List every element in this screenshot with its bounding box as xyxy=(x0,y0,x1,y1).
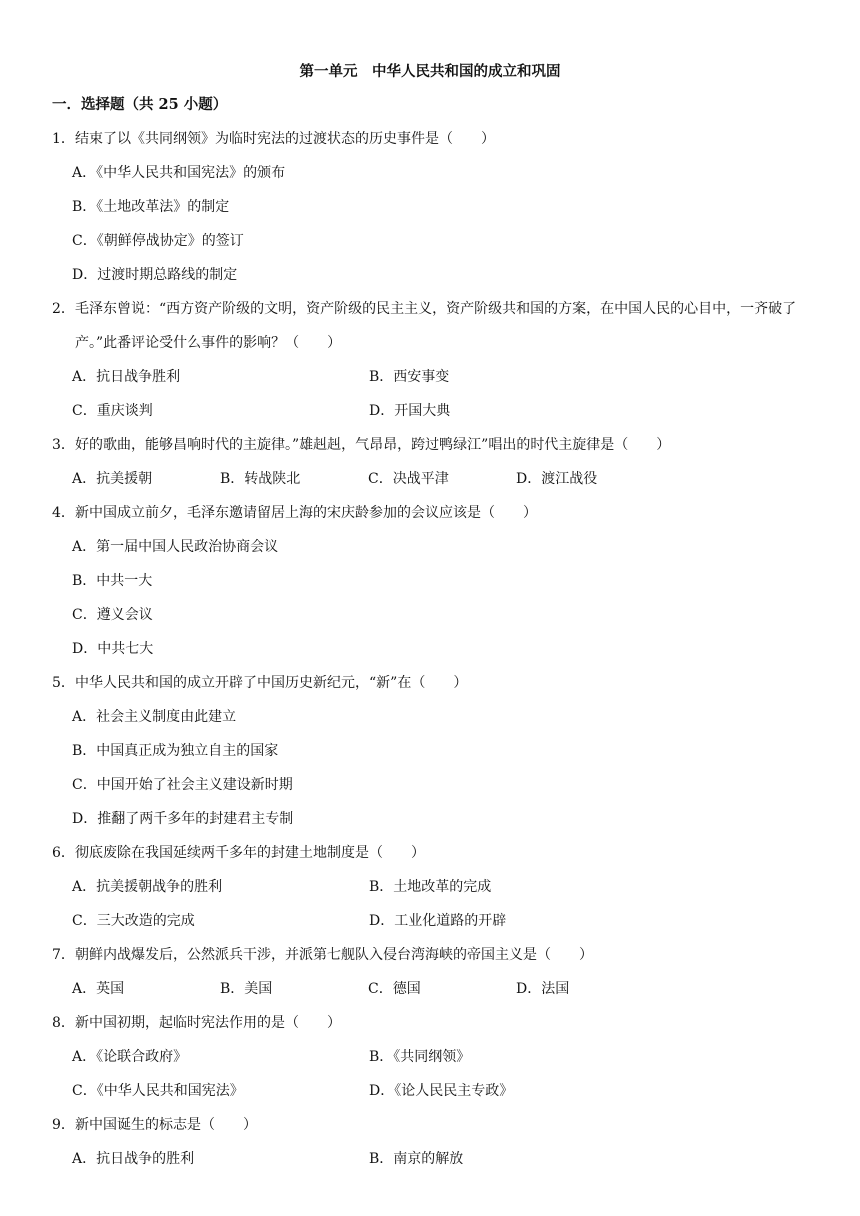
question-stem xyxy=(52,836,816,870)
answer-option: A．第一届中国人民政治协商会议 xyxy=(72,539,279,555)
question-item xyxy=(52,1006,816,1108)
answer-option: B．美国 xyxy=(220,981,273,997)
question-number: 1． xyxy=(52,131,75,147)
option-row xyxy=(72,394,816,428)
option-row xyxy=(72,700,816,734)
answer-option: C．遵义会议 xyxy=(72,607,153,623)
option-list xyxy=(52,1040,816,1108)
option-row xyxy=(72,632,816,666)
option-row xyxy=(72,870,816,904)
option-row xyxy=(72,156,816,190)
option-list xyxy=(52,462,816,496)
question-stem xyxy=(52,1006,816,1040)
answer-option: C．决战平津 xyxy=(368,471,449,487)
question-text: 结束了以《共同纲领》为临时宪法的过渡状态的历史事件是（ ） xyxy=(75,131,495,147)
question-text: 新中国诞生的标志是（ ） xyxy=(75,1117,257,1133)
question-item xyxy=(52,428,816,496)
option-row xyxy=(72,598,816,632)
question-number: 2． xyxy=(52,301,75,317)
option-row xyxy=(72,768,816,802)
answer-option: A．抗日战争胜利 xyxy=(72,369,181,385)
question-text: 好的歌曲，能够昌响时代的主旋律。”雄赳赳，气昂昂，跨过鸭绿江”唱出的时代主旋律是（ ） xyxy=(75,437,671,453)
answer-option: A．英国 xyxy=(72,981,125,997)
answer-option: B．《共同纲领》 xyxy=(369,1049,471,1065)
answer-option: C．《中华人民共和国宪法》 xyxy=(72,1083,244,1099)
question-stem xyxy=(52,666,816,700)
option-row xyxy=(72,1142,816,1176)
question-text: 朝鲜内战爆发后，公然派兵干涉，并派第七舰队入侵台湾海峡的帝国主义是（ ） xyxy=(75,947,593,963)
option-row xyxy=(72,360,816,394)
answer-option: D．工业化道路的开辟 xyxy=(369,913,507,929)
question-stem xyxy=(52,428,816,462)
option-row xyxy=(72,1074,816,1108)
question-stem xyxy=(52,1108,816,1142)
question-item xyxy=(52,938,816,1006)
question-number: 7． xyxy=(52,947,75,963)
option-list xyxy=(52,870,816,938)
option-list xyxy=(52,1142,816,1176)
question-number: 9． xyxy=(52,1117,75,1133)
answer-option: B．土地改革的完成 xyxy=(369,879,492,895)
question-item xyxy=(52,496,816,666)
option-row xyxy=(72,224,816,258)
answer-option: C．《朝鲜停战协定》的签订 xyxy=(72,233,244,249)
answer-option: C．德国 xyxy=(368,981,421,997)
question-number: 3． xyxy=(52,437,75,453)
question-text: 新中国成立前夕，毛泽东邀请留居上海的宋庆龄参加的会议应该是（ ） xyxy=(75,505,537,521)
option-list xyxy=(52,530,816,666)
option-row xyxy=(72,190,816,224)
question-item xyxy=(52,1108,816,1176)
question-text: 中华人民共和国的成立开辟了中国历史新纪元，“新”在（ ） xyxy=(75,675,468,691)
option-row xyxy=(72,530,816,564)
answer-option: D．中共七大 xyxy=(72,641,154,657)
question-text: 毛泽东曾说：“西方资产阶级的文明，资产阶级的民主主义，资产阶级共和国的方案，在中国人民的心目中，一齐破了产。”此番评论受什么事件的影响？（ ） xyxy=(75,301,797,351)
question-list xyxy=(52,122,816,1176)
option-list xyxy=(52,972,816,1006)
answer-option: C．重庆谈判 xyxy=(72,403,153,419)
answer-option: B．南京的解放 xyxy=(369,1151,464,1167)
option-row xyxy=(72,904,816,938)
option-row xyxy=(72,802,816,836)
option-row xyxy=(72,564,816,598)
answer-option: A．社会主义制度由此建立 xyxy=(72,709,237,725)
option-row xyxy=(72,972,816,1006)
question-item xyxy=(52,666,816,836)
option-row xyxy=(72,1040,816,1074)
question-number: 4． xyxy=(52,505,75,521)
question-number: 6． xyxy=(52,845,75,861)
answer-option: C．中国开始了社会主义建设新时期 xyxy=(72,777,293,793)
answer-option: A．抗日战争的胜利 xyxy=(72,1151,195,1167)
option-row xyxy=(72,734,816,768)
option-row xyxy=(72,258,816,292)
answer-option: A．抗美援朝 xyxy=(72,471,153,487)
answer-option: A．《中华人民共和国宪法》的颁布 xyxy=(72,165,286,181)
question-item xyxy=(52,836,816,938)
answer-option: B．西安事变 xyxy=(369,369,450,385)
answer-option: D．过渡时期总路线的制定 xyxy=(72,267,238,283)
question-item xyxy=(52,122,816,292)
page-title: 第一单元 中华人民共和国的成立和巩固 xyxy=(299,63,561,80)
answer-option: C．三大改造的完成 xyxy=(72,913,195,929)
answer-option: D．《论人民民主专政》 xyxy=(369,1083,514,1099)
answer-option: B．中共一大 xyxy=(72,573,153,589)
answer-option: A．《论联合政府》 xyxy=(72,1049,188,1065)
answer-option: B．中国真正成为独立自主的国家 xyxy=(72,743,279,759)
section-heading: 一．选择题（共 25 小题） xyxy=(52,96,228,113)
question-stem xyxy=(52,938,816,972)
option-list xyxy=(52,156,816,292)
option-list xyxy=(52,700,816,836)
question-item xyxy=(52,292,816,428)
question-number: 8． xyxy=(52,1015,75,1031)
answer-option: D．法国 xyxy=(516,981,570,997)
question-stem xyxy=(52,122,816,156)
option-list xyxy=(52,360,816,428)
question-stem xyxy=(52,496,816,530)
question-text: 彻底废除在我国延续两千多年的封建土地制度是（ ） xyxy=(75,845,425,861)
answer-option: A．抗美援朝战争的胜利 xyxy=(72,879,223,895)
question-text: 新中国初期，起临时宪法作用的是（ ） xyxy=(75,1015,341,1031)
answer-option: D．渡江战役 xyxy=(516,471,598,487)
answer-option: B．转战陕北 xyxy=(220,471,301,487)
answer-option: D．推翻了两千多年的封建君主专制 xyxy=(72,811,294,827)
answer-option: D．开国大典 xyxy=(369,403,451,419)
option-row xyxy=(72,462,816,496)
question-number: 5． xyxy=(52,675,75,691)
question-stem xyxy=(52,292,816,360)
answer-option: B．《土地改革法》的制定 xyxy=(72,199,230,215)
